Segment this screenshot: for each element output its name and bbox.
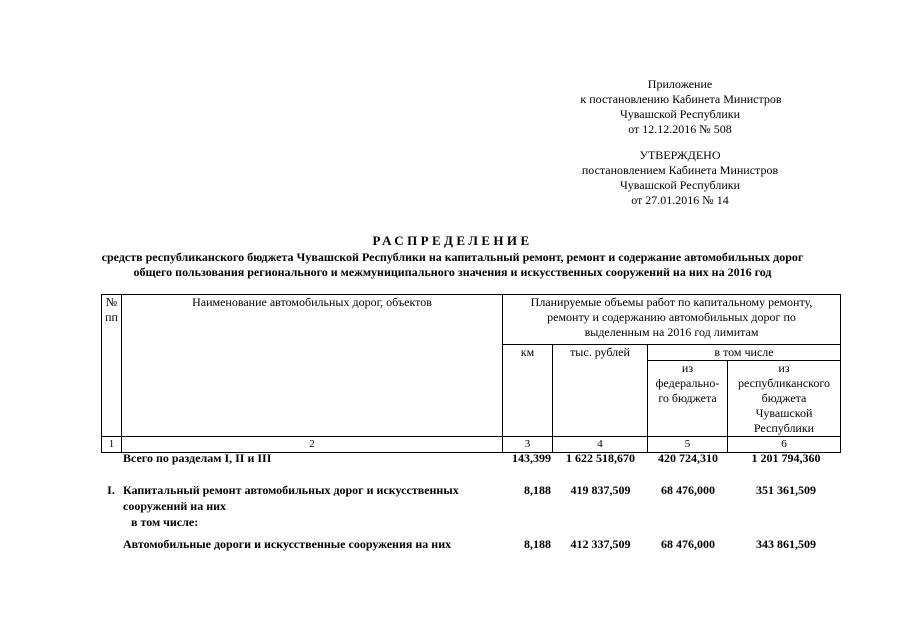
header-including: в том числе [648, 345, 841, 361]
table-row-roads [101, 537, 840, 553]
header-num-line-1: № [105, 295, 118, 309]
column-number-3: 3 [503, 437, 553, 453]
column-number-1: 1 [102, 437, 122, 453]
column-number-5: 5 [648, 437, 728, 453]
row-name: Автомобильные дороги и искусственные сооружения на них [123, 537, 452, 551]
appendix-line-4: от 12.12.2016 № 508 [628, 122, 732, 136]
row-name: Всего по разделам I, II и III [123, 451, 272, 465]
row-total: 419 837,509 [570, 483, 631, 497]
header-republic-line-1: из [778, 361, 790, 375]
row-km: 8,188 [524, 537, 551, 551]
subtitle-line-2: общего пользования регионального и межмуниципального значения и искусственных сооружений на них на 2016 год [133, 265, 772, 279]
appendix-line-2: к постановлению Кабинета Министров [580, 92, 782, 106]
column-number-6: 6 [728, 437, 841, 453]
appendix-block [555, 77, 805, 137]
column-number-4: 4 [553, 437, 648, 453]
row-federal: 68 476,000 [661, 537, 715, 551]
row-republic: 351 361,509 [756, 483, 816, 497]
approval-line-1: УТВЕРЖДЕНО [639, 148, 721, 162]
row-republic: 1 201 794,360 [751, 451, 821, 465]
header-federal [648, 361, 728, 437]
row-total: 412 337,509 [570, 537, 631, 551]
row-name: Капитальный ремонт автомобильных дорог и искусственных [123, 483, 459, 497]
approval-line-4: от 27.01.2016 № 14 [631, 193, 729, 207]
header-republic-line-5: Республики [753, 421, 815, 435]
document-subtitle [0, 250, 905, 280]
header-republic-line-3: бюджета [761, 391, 807, 405]
header-num-line-2: пп [105, 310, 118, 324]
header-num [102, 295, 122, 437]
row-km: 8,188 [524, 483, 551, 497]
table-row-total [101, 451, 840, 467]
header-planned-line-3: выделенным на 2016 год лимитам [584, 325, 759, 339]
header-planned [503, 295, 841, 345]
header-name: Наименование автомобильных дорог, объектов [122, 295, 503, 437]
approval-line-2: постановлением Кабинета Министров [581, 163, 779, 177]
table-row-section-1 [101, 483, 840, 531]
row-total: 1 622 518,670 [566, 451, 635, 465]
header-republic-line-4: Чувашской [755, 406, 813, 420]
row-republic: 343 861,509 [756, 537, 816, 551]
row-federal: 68 476,000 [661, 483, 715, 497]
header-km: км [503, 345, 553, 437]
header-planned-line-2: ремонту и содержанию автомобильных дорог по [547, 310, 796, 324]
row-name-continued: сооружений на них [123, 499, 227, 513]
header-federal-line-3: го бюджета [658, 391, 717, 405]
header-planned-line-1: Планируемые объемы работ по капитальному ремонту, [530, 295, 813, 309]
appendix-line-3: Чувашской Республики [619, 107, 741, 121]
header-republic-line-2: республиканского [738, 376, 831, 390]
document-title: РАСПРЕДЕЛЕНИЕ [372, 233, 533, 248]
row-federal: 420 724,310 [658, 451, 718, 465]
header-federal-line-2: федерально- [655, 376, 720, 390]
column-number-2: 2 [122, 437, 503, 453]
subtitle-line-1: средств республиканского бюджета Чувашской Республики на капитальный ремонт, ремонт и содержание автомобильных дорог [101, 250, 804, 264]
row-name-including: в том числе: [131, 515, 199, 529]
distribution-table-header [101, 294, 841, 453]
header-federal-line-1: из [681, 361, 694, 375]
row-km: 143,399 [512, 451, 551, 465]
approval-block [560, 148, 800, 208]
header-thousand-rub: тыс. рублей [553, 345, 648, 437]
appendix-line-1: Приложение [647, 77, 713, 91]
approval-line-3: Чувашской Республики [619, 178, 741, 192]
header-republic [728, 361, 841, 437]
row-number: I. [107, 483, 115, 497]
